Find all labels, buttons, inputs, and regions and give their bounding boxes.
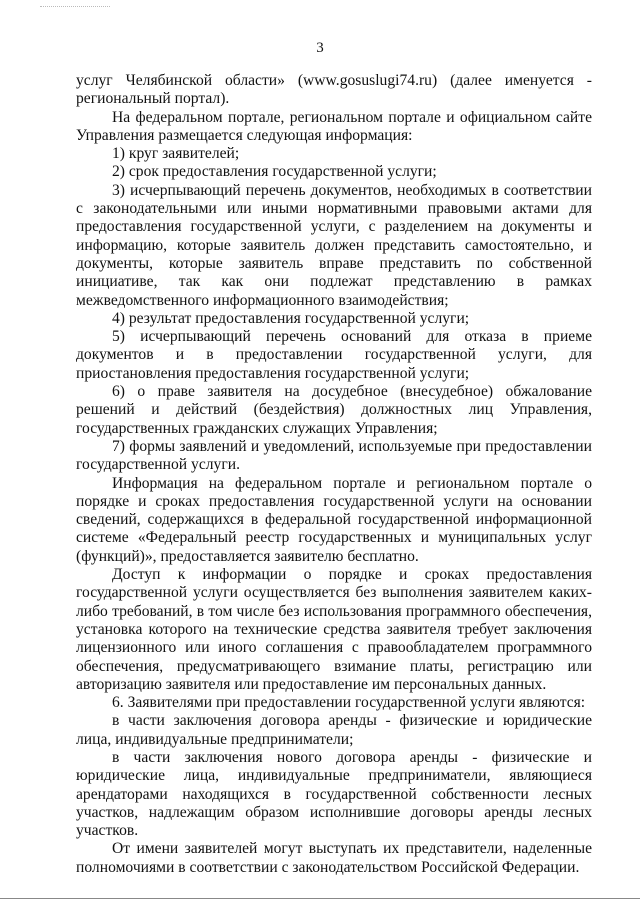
paragraph-applicants-lease: в части заключения договора аренды - физические и юридические лица, индивидуальные предприниматели;: [76, 712, 592, 748]
page-number: 3: [316, 40, 324, 56]
list-item-6: 6) о праве заявителя на досудебное (внесудебное) обжалование решений и действий (бездействия) должностных лиц Управления, государственных гражданских служащих Управления;: [76, 383, 592, 437]
document-body: [76, 72, 592, 877]
list-item-3: 3) исчерпывающий перечень документов, необходимых в соответствии с законодательными или иными нормативными правовыми актами для предоставления государственной услуги, с разделением на документы и информацию, которые заявитель должен представить самостоятельно, и документы, которые заявитель вправе представить по собственной инициативе, так как они подлежат представлению в рамках межведомственного информационного взаимодействия;: [76, 181, 592, 309]
scan-artifact-top: [40, 0, 110, 7]
paragraph-portal-continuation: услуг Челябинской области» (www.gosuslugi74.ru) (далее именуется - региональный портал).: [76, 72, 592, 108]
list-item-1: 1) круг заявителей;: [112, 145, 240, 163]
scan-edge-bottom: [0, 898, 640, 899]
paragraph-info-intro: На федеральном портале, региональном портале и официальном сайте Управления размещается следующая информация:: [76, 108, 592, 144]
list-item-4: 4) результат предоставления государственной услуги;: [112, 309, 470, 327]
list-item-2: 2) срок предоставления государственной услуги;: [112, 163, 437, 181]
paragraph-applicants-new-lease: в части заключения нового договора аренды - физические и юридические лица, индивидуальные предприниматели, являющиеся арендаторами находящихся в государственной собственности лесных участков, надлежащим образом исполнившие договоры аренды лесных участков.: [76, 748, 592, 840]
paragraph-representatives: От имени заявителей могут выступать их представители, наделенные полномочиями в соответствии с законодательством Российской Федерации.: [76, 840, 592, 876]
list-item-5: 5) исчерпывающий перечень оснований для отказа в приеме документов и в предоставлении государственной услуги, для приостановления предоставления государственной услуги;: [76, 328, 592, 382]
list-item-7: 7) формы заявлений и уведомлений, используемые при предоставлении государственной услуги.: [76, 437, 592, 474]
paragraph-portal-info: Информация на федеральном портале и региональном портале о порядке и сроках предоставления государственной услуги на основании сведений, содержащихся в федеральной государственной информационной системе «Федеральный реестр государственных и муниципальных услуг (функций)», предоставляется заявителю бесплатно.: [76, 474, 592, 565]
paragraph-access: Доступ к информации о порядке и сроках предоставления государственной услуги осуществляется без выполнения заявителем каких-либо требований, в том числе без использования программного обеспечения, установка которого на технические средства заявителя требует заключения лицензионного или иного соглашения с правообладателем программного обеспечения, предусматривающего взимание платы, регистрацию или авторизацию заявителя или предоставление им персональных данных.: [76, 566, 592, 693]
section-6-heading: 6. Заявителями при предоставлении государственной услуги являются:: [112, 694, 586, 712]
